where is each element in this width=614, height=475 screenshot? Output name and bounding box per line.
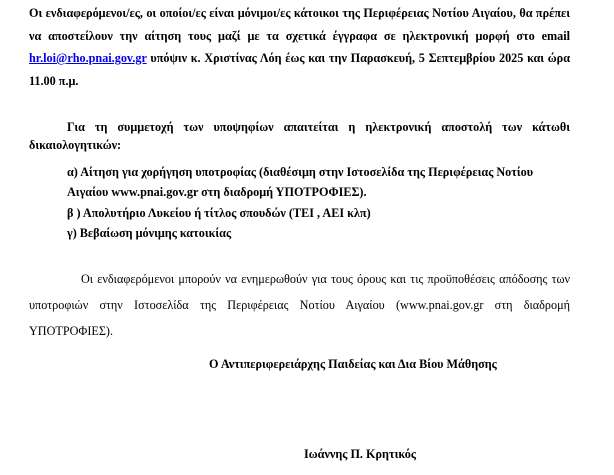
submission-text-before-email: Οι ενδιαφερόμενοι/ες, οι οποίοι/ες είναι μόνιμοι/ες κάτοικοι της Περιφέρειας Νοτίου Αιγαίου, θα πρέπει να αποστείλουν την αίτηση τους μαζί με τα σχετικά έγγραφα σε ηλεκτρονική μορφή στο email <box>29 6 570 43</box>
list-item <box>67 223 572 243</box>
requirement-application-line1: α) Αίτηση για χορήγηση υποτροφίας (διαθέσιμη στην Ιστοσελίδα της Περιφέρειας Νοτίου <box>67 165 534 179</box>
submission-text-after-email: υπόψιν κ. Χριστίνας Λόη έως και την Παρασκευή, 5 Σεπτεμβρίου 2025 και ώρα 11.00 π.μ. <box>29 51 570 88</box>
requirement-residence-certificate: γ) Βεβαίωση μόνιμης κατοικίας <box>67 225 232 240</box>
signatory-name: Ιωάννης Π. Κρητικός <box>304 447 416 461</box>
information-paragraph: Οι ενδιαφερόμενοι μπορούν να ενημερωθούν για τους όρους και τις προϋποθέσεις απόδοσης των υποτροφιών στην Ιστοσελίδα της Περιφέρειας Νοτίου Αιγαίου (www.pnai.gov.gr στη διαδρομή ΥΠΟΤΡΟΦΙΕΣ). <box>29 272 570 338</box>
list-item <box>67 162 572 203</box>
requirement-diploma: β ) Απολυτήριο Λυκείου ή τίτλος σπουδών (ΤΕΙ , ΑΕΙ κλπ) <box>67 205 371 220</box>
required-documents-list <box>67 162 572 243</box>
required-documents-intro: Για τη συμμετοχή των υποψηφίων απαιτείται η ηλεκτρονική αποστολή των κάτωθι δικαιολογητικών: <box>29 120 570 152</box>
list-item <box>67 203 572 223</box>
requirement-application-line2: Αιγαίου www.pnai.gov.gr στη διαδρομή ΥΠΟΤΡΟΦΙΕΣ). <box>67 185 367 200</box>
signatory-title: Ο Αντιπεριφερειάρχης Παιδείας και Δια Βίου Μάθησης <box>209 357 497 371</box>
submission-instructions-paragraph <box>29 2 570 92</box>
contact-email-link[interactable]: hr.loi@rho.pnai.gov.gr <box>29 51 147 65</box>
